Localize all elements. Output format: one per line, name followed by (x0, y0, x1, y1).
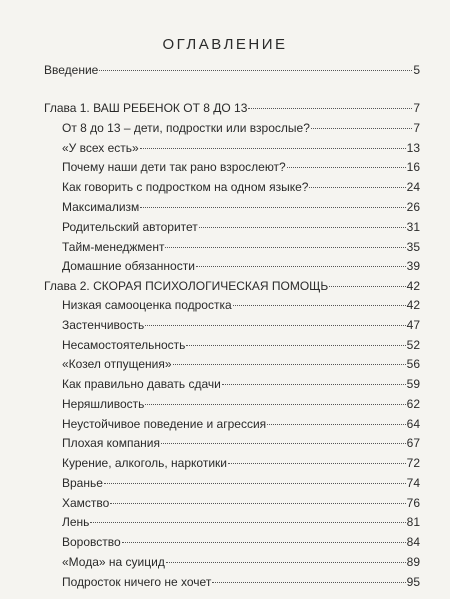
toc-entry-title: Застенчивость (62, 318, 145, 332)
toc-page-number: 39 (406, 259, 420, 273)
toc-entry (62, 397, 420, 412)
toc-entry (62, 436, 420, 451)
dot-leader (287, 167, 406, 168)
toc-entry-title: От 8 до 13 – дети, подростки или взрослые? (62, 121, 310, 135)
toc-chapter-entry (44, 279, 420, 294)
dot-leader (199, 227, 406, 228)
dot-leader (329, 286, 405, 287)
toc-page-number: 59 (406, 377, 420, 391)
toc-entry (62, 259, 420, 274)
toc-page-number: 76 (406, 496, 420, 510)
toc-entry-title: Глава 1. ВАШ РЕБЕНОК ОТ 8 ДО 13 (44, 101, 248, 115)
toc-page-number: 81 (406, 515, 420, 529)
toc-entry (62, 476, 420, 491)
toc-entry-title: Неустойчивое поведение и агрессия (62, 417, 267, 431)
dot-leader (222, 384, 406, 385)
toc-entry-title: Вранье (62, 476, 103, 490)
dot-leader (145, 325, 405, 326)
toc-page-number: 16 (406, 160, 420, 174)
toc-entry-title: Почему наши дети так рано взрослеют? (62, 160, 286, 174)
toc-entry-title: «Козел отпущения» (62, 357, 172, 371)
toc-entry-title: Несамостоятельность (62, 338, 186, 352)
dot-leader (212, 582, 405, 583)
toc-page-number: 7 (413, 101, 420, 115)
toc-chapter-entry (44, 63, 420, 78)
toc-entry-title: Лень (62, 515, 90, 529)
toc-entry-title: Родительский авторитет (62, 220, 198, 234)
toc-entry (62, 318, 420, 333)
toc-page-number: 62 (406, 397, 420, 411)
toc-entry (62, 555, 420, 570)
toc-entry-title: Плохая компания (62, 436, 160, 450)
page-title: ОГЛАВЛЕНИЕ (162, 36, 288, 53)
toc-entry (62, 377, 420, 392)
toc-entry (62, 141, 420, 156)
toc-page-number: 74 (406, 476, 420, 490)
dot-leader (196, 266, 406, 267)
toc-entry-title: Воровство (62, 535, 121, 549)
dot-leader (248, 108, 412, 109)
toc-page-number: 35 (406, 240, 420, 254)
toc-entry (62, 515, 420, 530)
toc-entry-title: Домашние обязанности (62, 259, 195, 273)
toc-entry (62, 338, 420, 353)
toc-entry (62, 240, 420, 255)
toc-entry-title: Как правильно давать сдачи (62, 377, 221, 391)
toc-entry-title: Максимализм (62, 200, 140, 214)
toc-page-number: 72 (406, 456, 420, 470)
dot-leader (104, 483, 406, 484)
dot-leader (161, 443, 406, 444)
toc-entry (62, 535, 420, 550)
toc-entry (62, 456, 420, 471)
toc-page-number: 42 (406, 279, 420, 293)
toc-entry-title: Глава 2. СКОРАЯ ПСИХОЛОГИЧЕСКАЯ ПОМОЩЬ (44, 279, 329, 293)
toc-page-number: 31 (406, 220, 420, 234)
toc-entry-title: Хамство (62, 496, 110, 510)
toc-page-number: 56 (406, 357, 420, 371)
toc-page-number: 26 (406, 200, 420, 214)
toc-entry-title: «У всех есть» (62, 141, 139, 155)
toc-page-number: 42 (406, 298, 420, 312)
toc-entry-title: Неряшливость (62, 397, 145, 411)
toc-entry (62, 298, 420, 313)
dot-leader (110, 503, 405, 504)
toc-page-number: 13 (406, 141, 420, 155)
toc-page-number: 64 (406, 417, 420, 431)
toc-page-number: 89 (406, 555, 420, 569)
dot-leader (309, 187, 405, 188)
dot-leader (311, 128, 412, 129)
toc-entry-title: «Мода» на суицид (62, 555, 165, 569)
dot-leader (99, 70, 412, 71)
toc-entry (62, 160, 420, 175)
toc-entry-title: Низкая самооценка подростка (62, 298, 232, 312)
dot-leader (166, 562, 406, 563)
toc-page-number: 95 (406, 575, 420, 589)
toc-entry (62, 496, 420, 511)
toc-page-number: 84 (406, 535, 420, 549)
toc-entry-title: Курение, алкоголь, наркотики (62, 456, 227, 470)
dot-leader (90, 522, 405, 523)
toc-entry (62, 220, 420, 235)
toc-page-number: 24 (406, 180, 420, 194)
toc-entry (62, 575, 420, 590)
dot-leader (165, 247, 405, 248)
toc-entry (62, 417, 420, 432)
toc-page-number: 47 (406, 318, 420, 332)
toc-entry (62, 180, 420, 195)
toc-page-number: 67 (406, 436, 420, 450)
dot-leader (145, 404, 405, 405)
dot-leader (186, 345, 405, 346)
toc-chapter-entry (44, 101, 420, 116)
toc-page-number: 52 (406, 338, 420, 352)
toc-entry-title: Введение (44, 63, 99, 77)
toc-entry (62, 121, 420, 136)
toc-entry-title: Как говорить с подростком на одном языке? (62, 180, 309, 194)
toc-page-number: 5 (413, 63, 420, 77)
toc-entry-title: Тайм-менеджмент (62, 240, 165, 254)
dot-leader (228, 463, 406, 464)
dot-leader (173, 364, 406, 365)
dot-leader (122, 542, 406, 543)
dot-leader (140, 148, 406, 149)
dot-leader (140, 207, 405, 208)
dot-leader (233, 305, 406, 306)
toc-entry (62, 357, 420, 372)
dot-leader (267, 424, 405, 425)
toc-entry (62, 200, 420, 215)
toc-page-number: 7 (413, 121, 420, 135)
toc-entry-title: Подросток ничего не хочет (62, 575, 212, 589)
